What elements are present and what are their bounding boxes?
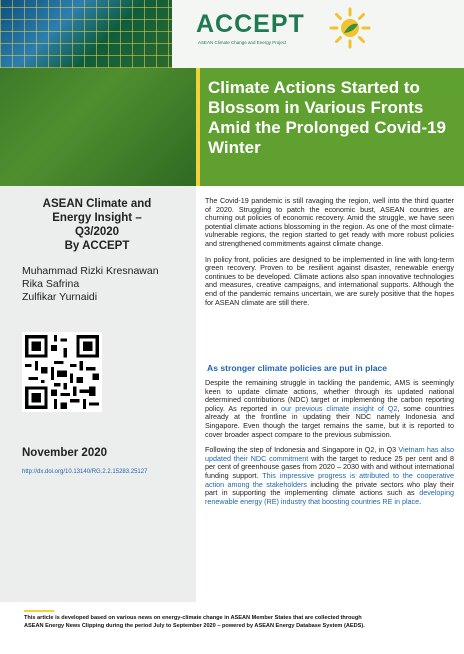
title-accent-bar xyxy=(196,68,200,186)
paragraph: The Covid-19 pandemic is still ravaging the region, well into the third quarter of 2020. Struggling to patch the economic bust, ASEAN countries are churning out policies of economic recovery. Amid the struggle, we have seen potential climate actions blossoming in the region. As one of the most climate-vulnerable regions, the region started to get ready with more robust policies and strengthened commitments against climate change. xyxy=(205,196,454,248)
series-line: By ACCEPT xyxy=(64,240,130,252)
paragraph xyxy=(205,379,454,439)
cooperative-action-link[interactable]: This impressive progress is attributed to the cooperative action among the stakeholders xyxy=(205,470,455,489)
map-header-image xyxy=(0,0,172,68)
series-heading xyxy=(22,197,172,253)
leaf-image xyxy=(0,68,196,186)
intro-text xyxy=(205,197,454,314)
text-run: with the target to reduce 25 per cent and 8 per cent of greenhouse gases from 2020 – 2030 with and without international funding support. xyxy=(205,453,454,480)
author-name: Muhammad Rizki Kresnawan xyxy=(22,265,159,277)
doi-link[interactable]: http://dx.doi.org/10.13140/RG.2.2.15283.25127 xyxy=(22,469,148,475)
publication-date: November 2020 xyxy=(22,447,108,459)
series-line: Q3/2020 xyxy=(74,226,120,238)
paragraph: In policy front, policies are designed to be implemented in line with long-term green recovery. Proven to be resilient against disaster, renewable energy continues to be developed. Climate actions also span innovative technologies and measures, creative campaigns, and international supports. Although the end of the pandemic remains uncertain, we are surely positive that the hopes for ASEAN climate are still there. xyxy=(205,254,454,307)
author-name: Zulfikar Yurnaidi xyxy=(22,291,98,303)
renewable-energy-link[interactable]: developing renewable energy (RE) industry that boosting countries RE in place xyxy=(205,488,454,506)
author-name: Rika Safrina xyxy=(22,278,80,290)
footer-divider xyxy=(24,610,54,612)
series-line: Energy Insight – xyxy=(52,212,142,224)
text-run: , some countries already at the frontline in updating their NDC namely Indonesia and Singapore. Even though the target remains the same, but it is reported to cover broader aspect compare to the previous submission. xyxy=(205,403,454,439)
text-run: including the private sectors who play their part in supporting the implementing climate actions such as xyxy=(205,479,454,498)
logo-subtitle: ASEAN Climate Change and Energy Project xyxy=(198,40,287,45)
sun-logo-icon xyxy=(328,6,372,50)
vietnam-ndc-link[interactable]: Vietnam has also updated their NDC commitment xyxy=(205,445,454,463)
authors-list xyxy=(22,265,159,304)
qr-code[interactable] xyxy=(22,332,102,412)
footer-line: This article is developed based on various news on energy-climate change in ASEAN Member States that are collected through xyxy=(24,615,362,621)
text-run: . xyxy=(419,496,422,506)
text-run: Despite the remaining struggle in tackling the pandemic, AMS is seemingly keen to update climate actions, whether through its updated national determined contributions (NDC) target or implementing the carbon reporting policy. As reported in xyxy=(205,378,454,413)
section-heading: As stronger climate policies are put in place xyxy=(207,363,388,373)
footer-line: ASEAN Energy News Clipping during the period July to September 2020 – powered by ASEAN Energy Database System (AEDS). xyxy=(24,623,365,629)
series-line: ASEAN Climate and xyxy=(42,198,152,210)
logo-text: ACCEPT xyxy=(196,10,305,38)
header-banner xyxy=(0,0,464,68)
paragraph xyxy=(205,446,454,506)
q2-insight-link[interactable]: our previous climate insight of Q2 xyxy=(280,403,398,413)
text-run: Following the step of Indonesia and Singapore in Q2, in Q3 xyxy=(205,445,399,455)
page-title: Climate Actions Started to Blossom in Various Fronts Amid the Prolonged Covid-19 Winter xyxy=(208,78,447,157)
footer-note xyxy=(24,614,444,630)
section-text xyxy=(205,379,454,513)
